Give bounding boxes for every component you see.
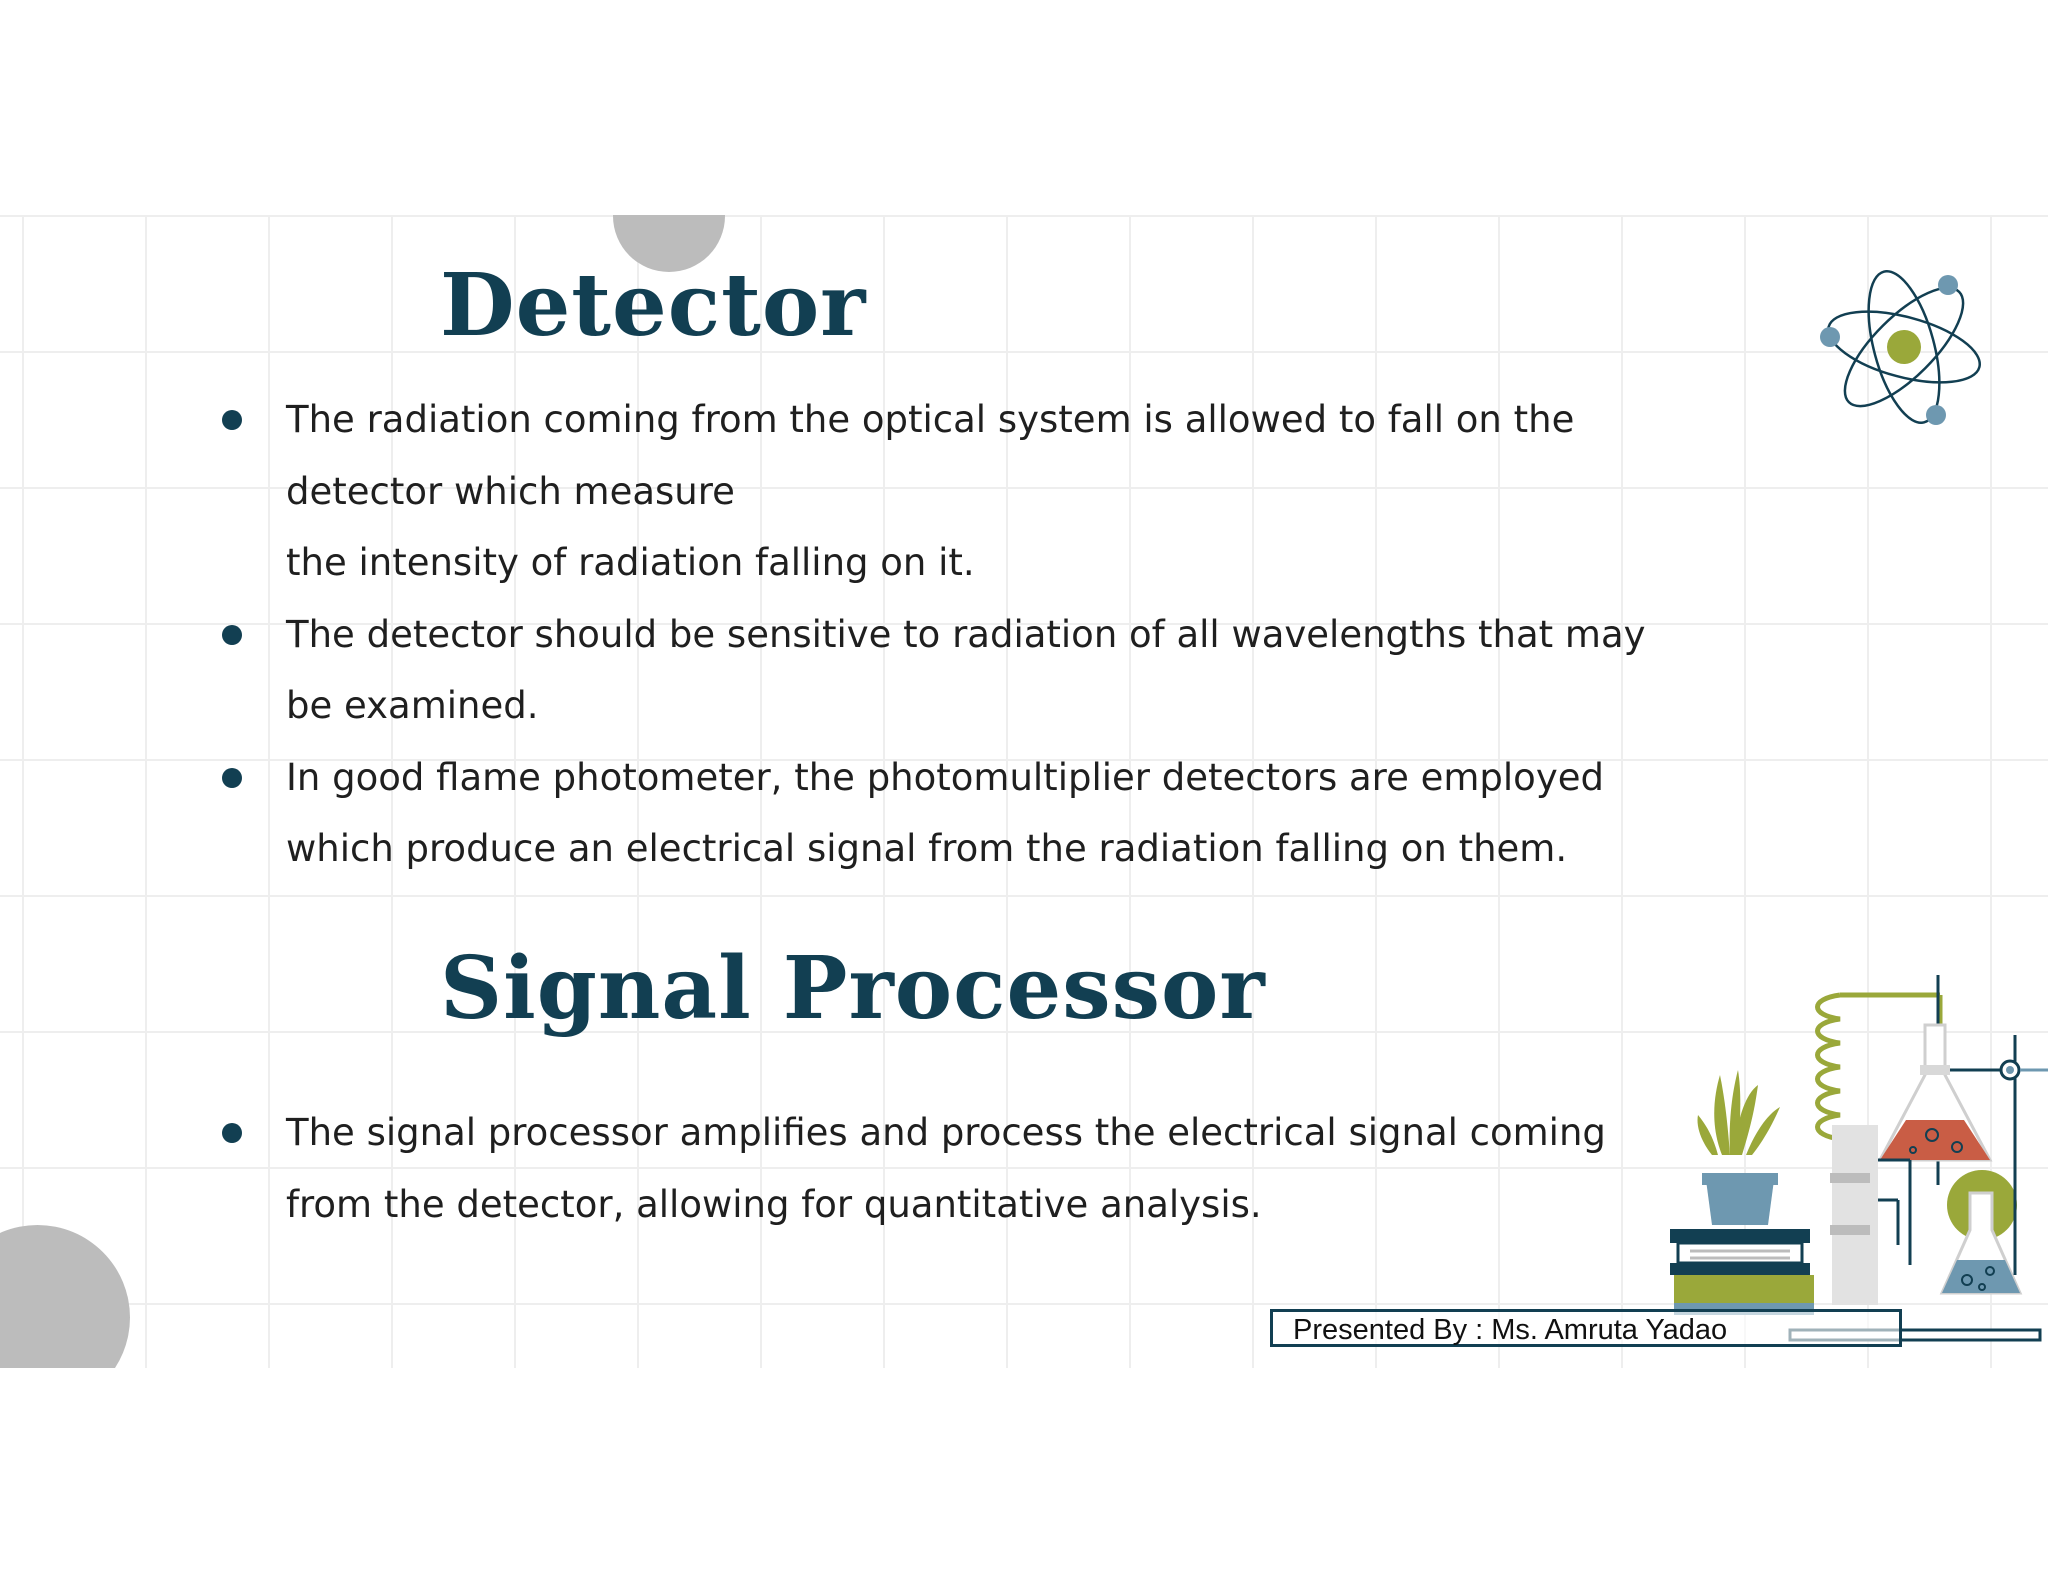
atom-icon	[1812, 255, 1992, 435]
bullet-line: The signal processor amplifies and process the electrical signal coming	[286, 1111, 1606, 1154]
detector-bullet-list	[210, 384, 1770, 885]
bullet-line: The radiation coming from the optical system is allowed to fall on the	[286, 398, 1575, 441]
list-item	[210, 1097, 1770, 1240]
bullet-line: detector which measure	[286, 469, 735, 513]
bullet-line: the intensity of radiation falling on it.	[286, 541, 975, 584]
bullet-dot	[222, 410, 242, 430]
bullet-dot	[222, 1123, 242, 1143]
list-item	[210, 599, 1770, 742]
presenter-credit: Presented By : Ms. Amruta Yadao	[1293, 1314, 1728, 1346]
bullet-line: be examined.	[286, 684, 539, 727]
bullet-line: from the detector, allowing for quantitative analysis.	[286, 1182, 1262, 1226]
heading-signal-processor: Signal Processor	[440, 938, 1266, 1039]
bullet-line: In good flame photometer, the photomultiplier detectors are employed	[286, 755, 1604, 799]
presenter-credit-box	[1270, 1309, 1902, 1347]
decorative-circle-bottom	[0, 1225, 130, 1368]
list-item	[210, 384, 1770, 599]
list-item	[210, 742, 1770, 885]
bullet-line: which produce an electrical signal from the radiation falling on them.	[286, 827, 1568, 870]
bullet-line: The detector should be sensitive to radiation of all wavelengths that may	[286, 612, 1646, 656]
bullet-dot	[222, 625, 242, 645]
heading-detector: Detector	[440, 255, 867, 356]
bullet-dot	[222, 768, 242, 788]
slide	[0, 215, 2048, 1368]
signal-processor-bullet-list	[210, 1097, 1770, 1240]
